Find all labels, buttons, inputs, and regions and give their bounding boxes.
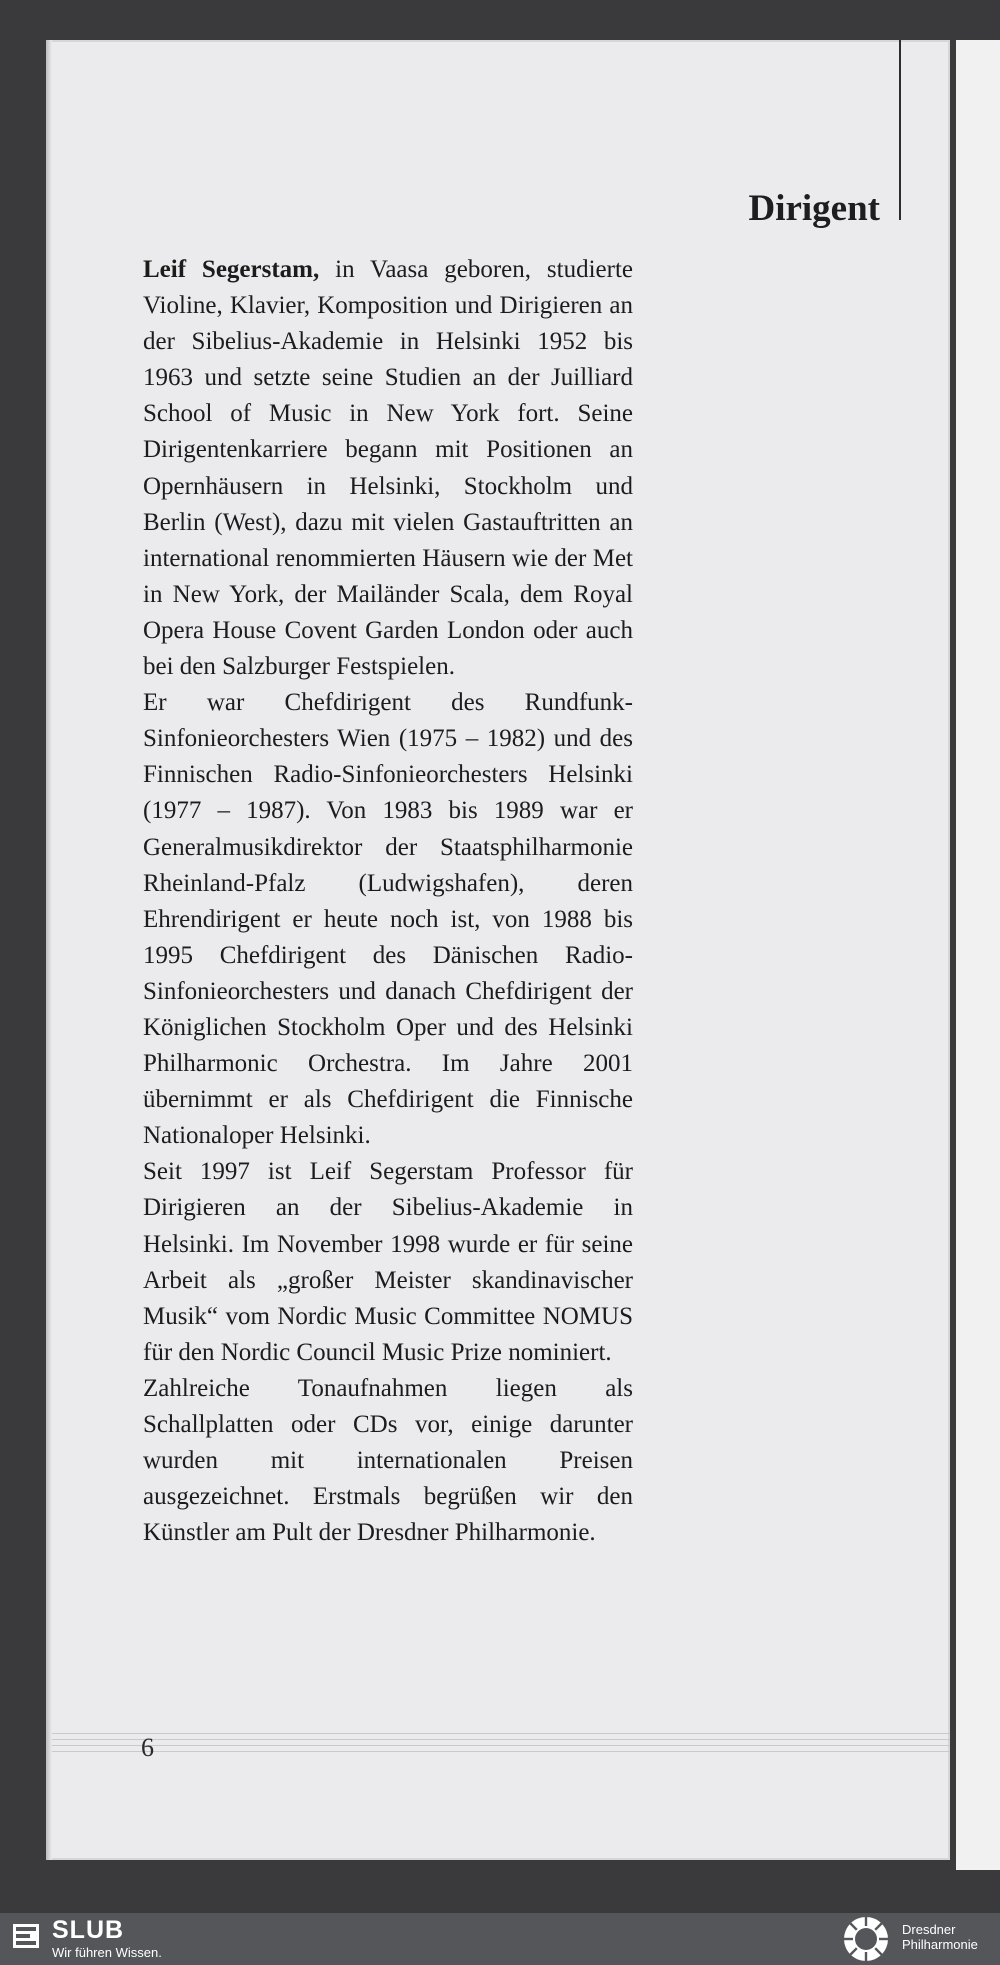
library-slogan: Wir führen Wissen. <box>52 1945 162 1960</box>
paragraph: Seit 1997 ist Leif Segerstam Professor für Dirigieren an der Sibelius-Akademie in Helsinki. Im November 1998 wurde er für seine Arbeit als „großer Meister skandinavischer Musik“ vom Nordic Music Committee NOMUS für den Nordic Council Music Prize nominiert. <box>143 1158 633 1366</box>
page-binding-edge <box>46 40 52 1860</box>
slub-logo-icon[interactable] <box>13 1924 39 1948</box>
page-heading: Dirigent <box>748 188 880 229</box>
partner-name-line2: Philharmonie <box>902 1937 978 1952</box>
adjacent-page-edge <box>956 40 1000 1870</box>
paragraph <box>143 252 633 685</box>
viewer-footer-bar <box>0 1913 1000 1965</box>
partner-name-line1: Dresdner <box>902 1922 956 1937</box>
paragraph-text: in Vaasa geboren, studierte Violine, Klavier, Komposition und Dirigieren an der Sibelius-Akademie in Helsinki 1952 bis 1963 und setzte seine Studien an der Juilliard School of Music in New York fort. Seine Dirigentenkarriere begann mit Positionen an Opernhäusern in Helsinki, Stockholm und Berlin (West), dazu mit vielen Gastauftritten an international renommierten Häusern wie der Met in New York, der Mailänder Scala, dem Royal Opera House Covent Garden London oder auch bei den Salzburger Festspielen. <box>143 256 633 681</box>
conductor-name: Leif Segerstam, <box>143 256 320 283</box>
dresdner-philharmonie-logo-icon[interactable] <box>842 1915 890 1963</box>
paragraph: Er war Chefdirigent des Rundfunk-Sinfonieorchesters Wien (1975 – 1982) und des Finnischen Radio-Sinfonieorchesters Helsinki (1977 – 1987). Von 1983 bis 1989 war er Generalmusikdirektor der Staatsphilharmonie Rheinland-Pfalz (Ludwigshafen), deren Ehrendirigent er heute noch ist, von 1988 bis 1995 Chefdirigent des Dänischen Radio-Sinfonieorchesters und danach Chefdirigent der Königlichen Stockholm Oper und des Helsinki Philharmonic Orchestra. Im Jahre 2001 übernimmt er als Chefdirigent die Finnische Nationaloper Helsinki. <box>143 689 633 1150</box>
partner-name <box>902 1922 978 1952</box>
page-number: 6 <box>141 1733 154 1762</box>
footer-rule-lines <box>52 1733 950 1763</box>
library-name[interactable]: SLUB <box>52 1916 125 1944</box>
biography-text <box>143 252 633 1551</box>
page-fold-line <box>899 40 901 220</box>
paragraph: Zahlreiche Tonaufnahmen liegen als Schallplatten oder CDs vor, einige darunter wurden mit internationalen Preisen ausgezeichnet. Erstmals begrüßen wir den Künstler am Pult der Dresdner Philharmonie. <box>143 1374 633 1547</box>
